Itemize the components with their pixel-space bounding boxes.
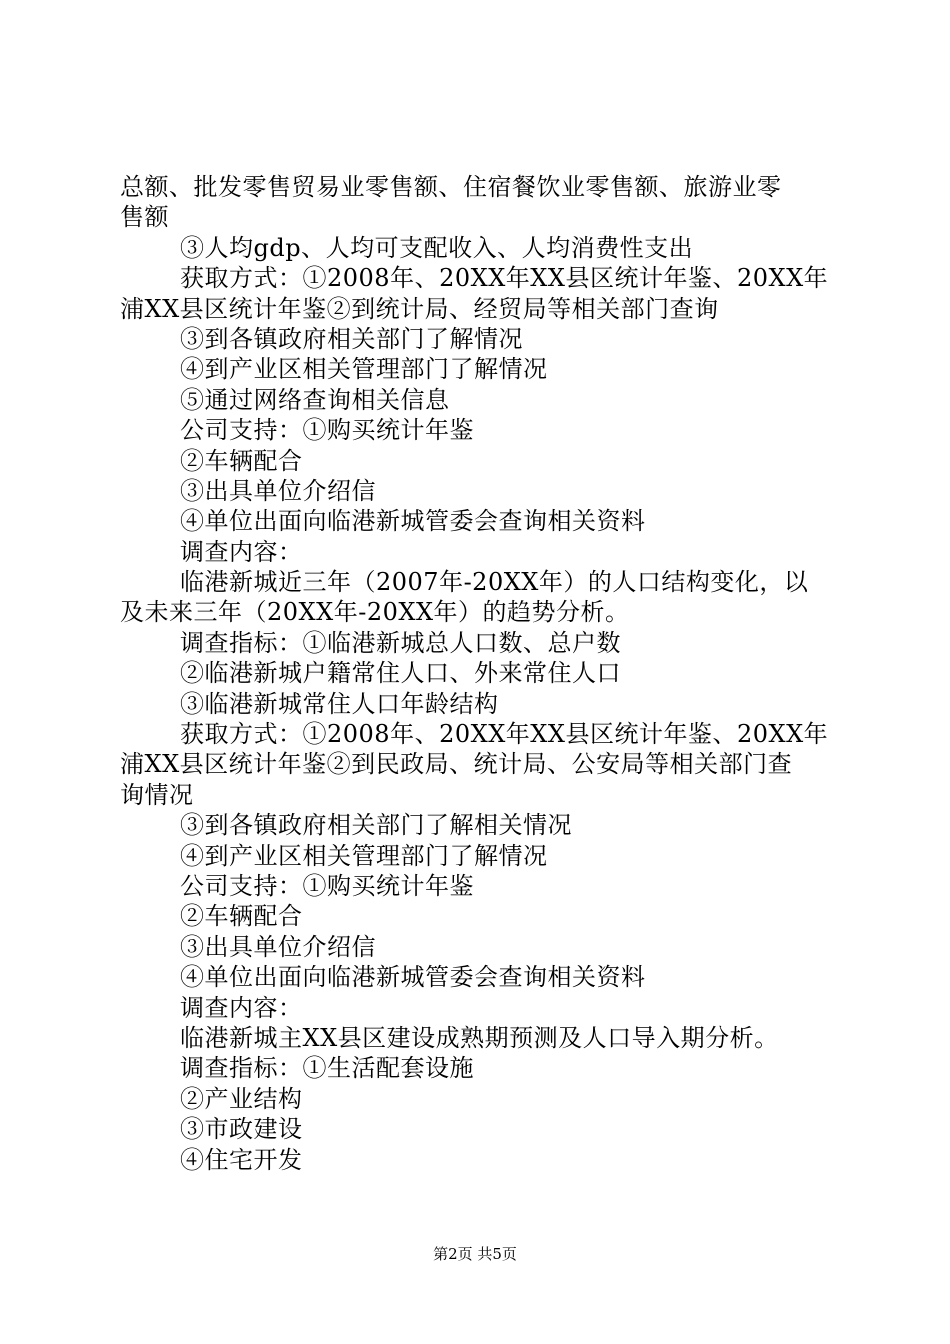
- text-line: 获取方式：①2008年、20XX年XX县区统计年鉴、20XX年: [180, 720, 829, 749]
- text-line: 浦XX县区统计年鉴②到统计局、经贸局等相关部门查询: [120, 294, 719, 323]
- text-line: 询情况: [120, 780, 194, 809]
- text-line: ③临港新城常住人口年龄结构: [180, 689, 499, 718]
- text-line: ③市政建设: [180, 1115, 303, 1144]
- text-line: ③到各镇政府相关部门了解情况: [180, 324, 523, 353]
- text-line: ③出具单位介绍信: [180, 932, 376, 961]
- text-line: 售额: [120, 203, 169, 232]
- page-footer: 第2页 共5页: [433, 1245, 517, 1263]
- text-line: 公司支持：①购买统计年鉴: [180, 871, 474, 900]
- text-line: 获取方式：①2008年、20XX年XX县区统计年鉴、20XX年: [180, 264, 829, 293]
- text-line: ②临港新城户籍常住人口、外来常住人口: [180, 659, 621, 688]
- text-line: ⑤通过网络查询相关信息: [180, 385, 450, 414]
- text-line: 临港新城近三年（2007年-20XX年）的人口结构变化，以: [180, 568, 809, 597]
- text-line: ④单位出面向临港新城管委会查询相关资料: [180, 507, 646, 536]
- text-line: ③出具单位介绍信: [180, 476, 376, 505]
- text-line: ②产业结构: [180, 1084, 303, 1113]
- text-line: ④住宅开发: [180, 1145, 303, 1174]
- text-line: ②车辆配合: [180, 902, 303, 931]
- text-line: 总额、批发零售贸易业零售额、住宿餐饮业零售额、旅游业零: [120, 173, 782, 201]
- text-line: 调查指标：①临港新城总人口数、总户数: [180, 628, 621, 657]
- text-line: ④单位出面向临港新城管委会查询相关资料: [180, 963, 646, 992]
- document-body: [120, 172, 832, 1175]
- text-line: 调查内容：: [180, 993, 303, 1022]
- text-line: 调查内容：: [180, 537, 303, 566]
- text-line: 公司支持：①购买统计年鉴: [180, 416, 474, 445]
- text-line: ④到产业区相关管理部门了解情况: [180, 355, 548, 384]
- text-line: 及未来三年（20XX年-20XX年）的趋势分析。: [120, 598, 630, 627]
- text-line: ③到各镇政府相关部门了解相关情况: [180, 811, 572, 840]
- text-line: ④到产业区相关管理部门了解情况: [180, 841, 548, 870]
- text-line: 浦XX县区统计年鉴②到民政局、统计局、公安局等相关部门查: [120, 750, 793, 779]
- text-line: 临港新城主XX县区建设成熟期预测及人口导入期分析。: [180, 1023, 779, 1052]
- text-line: ③人均gdp、人均可支配收入、人均消费性支出: [180, 233, 694, 262]
- text-line: ②车辆配合: [180, 446, 303, 475]
- text-line: 调查指标：①生活配套设施: [180, 1054, 474, 1083]
